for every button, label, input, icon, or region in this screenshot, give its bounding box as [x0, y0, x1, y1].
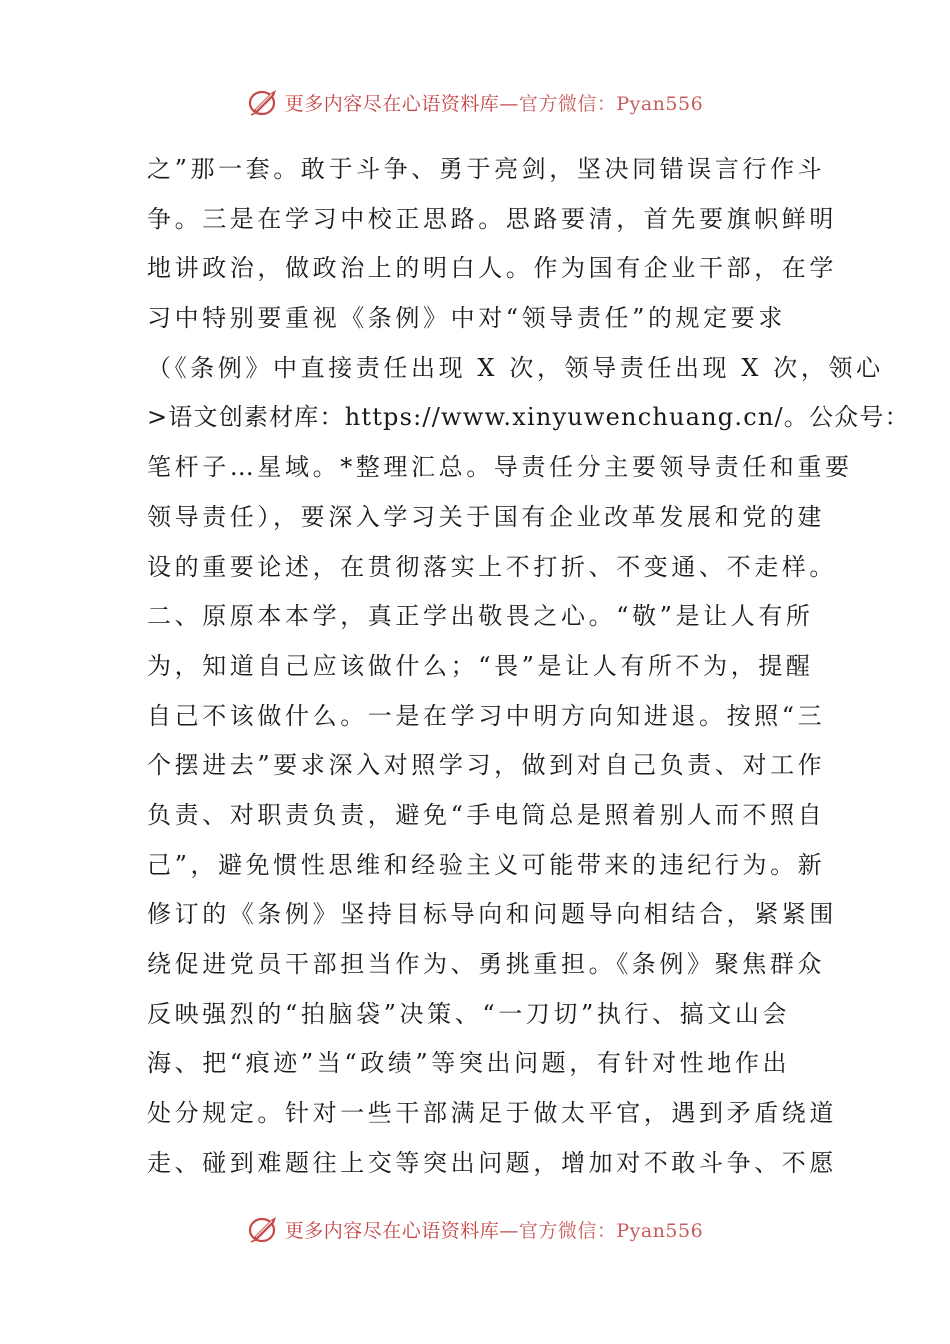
footer-wechat-id: Pyan556 — [616, 1219, 704, 1242]
footer-banner-text — [285, 1216, 703, 1243]
footer-banner — [0, 1209, 950, 1249]
footer-dash: — — [499, 1219, 519, 1242]
pen-logo-icon — [247, 1212, 281, 1246]
body-line: 己”，避免惯性思维和经验主义可能带来的违纪行为。新 — [147, 850, 826, 879]
body-line: 走、碰到难题往上交等突出问题，增加对不敢斗争、不愿 — [147, 1148, 837, 1177]
header-site-text: 更多内容尽在心语资料库 — [284, 92, 500, 115]
body-line: 习中特别要重视《条例》中对“领导责任”的规定要求 — [147, 304, 786, 333]
body-line: 修订的《条例》坚持目标导向和问题导向相结合，紧紧围 — [147, 900, 837, 929]
body-line: 之”那一套。敢于斗争、勇于亮剑，坚决同错误言行作斗 — [147, 155, 826, 183]
body-line: 负责、对职责负责，避免“手电筒总是照着别人而不照自 — [147, 800, 826, 829]
body-line: 自己不该做什么。一是在学习中明方向知进退。按照“三 — [147, 701, 826, 730]
footer-wechat-label: 官方微信： — [518, 1219, 617, 1242]
body-line: 笔杆子…星域。*整理汇总。导责任分主要领导责任和重要 — [147, 453, 853, 482]
body-line: 个摆进去”要求深入对照学习，做到对自己负责、对工作 — [147, 751, 826, 780]
body-line: （《条例》中直接责任出现 X 次，领导责任出现 X 次，领心 — [147, 353, 884, 382]
document-body — [147, 145, 910, 1188]
body-line: 二、原原本本学，真正学出敬畏之心。“敬”是让人有所 — [147, 602, 814, 631]
body-line: 争。三是在学习中校正思路。思路要清，首先要旗帜鲜明 — [147, 204, 837, 233]
body-line: 绕促进党员干部担当作为、勇挑重担。《条例》聚焦群众 — [147, 950, 825, 978]
header-wechat-id: Pyan556 — [616, 92, 704, 115]
body-line: 反映强烈的“拍脑袋”决策、“一刀切”执行、搞文山会 — [147, 999, 791, 1028]
body-line: 为，知道自己应该做什么；“畏”是让人有所不为，提醒 — [147, 651, 814, 680]
body-line: 海、把“痕迹”当“政绩”等突出问题，有针对性地作出 — [147, 1049, 791, 1078]
header-wechat-label: 官方微信： — [518, 92, 617, 115]
header-banner — [0, 82, 950, 122]
pen-logo-icon — [247, 85, 281, 119]
body-line: 地讲政治，做政治上的明白人。作为国有企业干部，在学 — [147, 254, 837, 283]
body-line: 设的重要论述，在贯彻落实上不打折、不变通、不走样。 — [147, 552, 837, 581]
body-line: 领导责任），要深入学习关于国有企业改革发展和党的建 — [147, 502, 825, 531]
header-dash: — — [499, 92, 519, 115]
footer-site-text: 更多内容尽在心语资料库 — [284, 1219, 500, 1242]
body-line: 处分规定。针对一些干部满足于做太平官，遇到矛盾绕道 — [147, 1099, 837, 1128]
header-banner-text — [285, 89, 703, 116]
body-line-url: >语文创素材库：https://www.xinyuwenchuang.cn/。公众号： — [147, 403, 910, 432]
